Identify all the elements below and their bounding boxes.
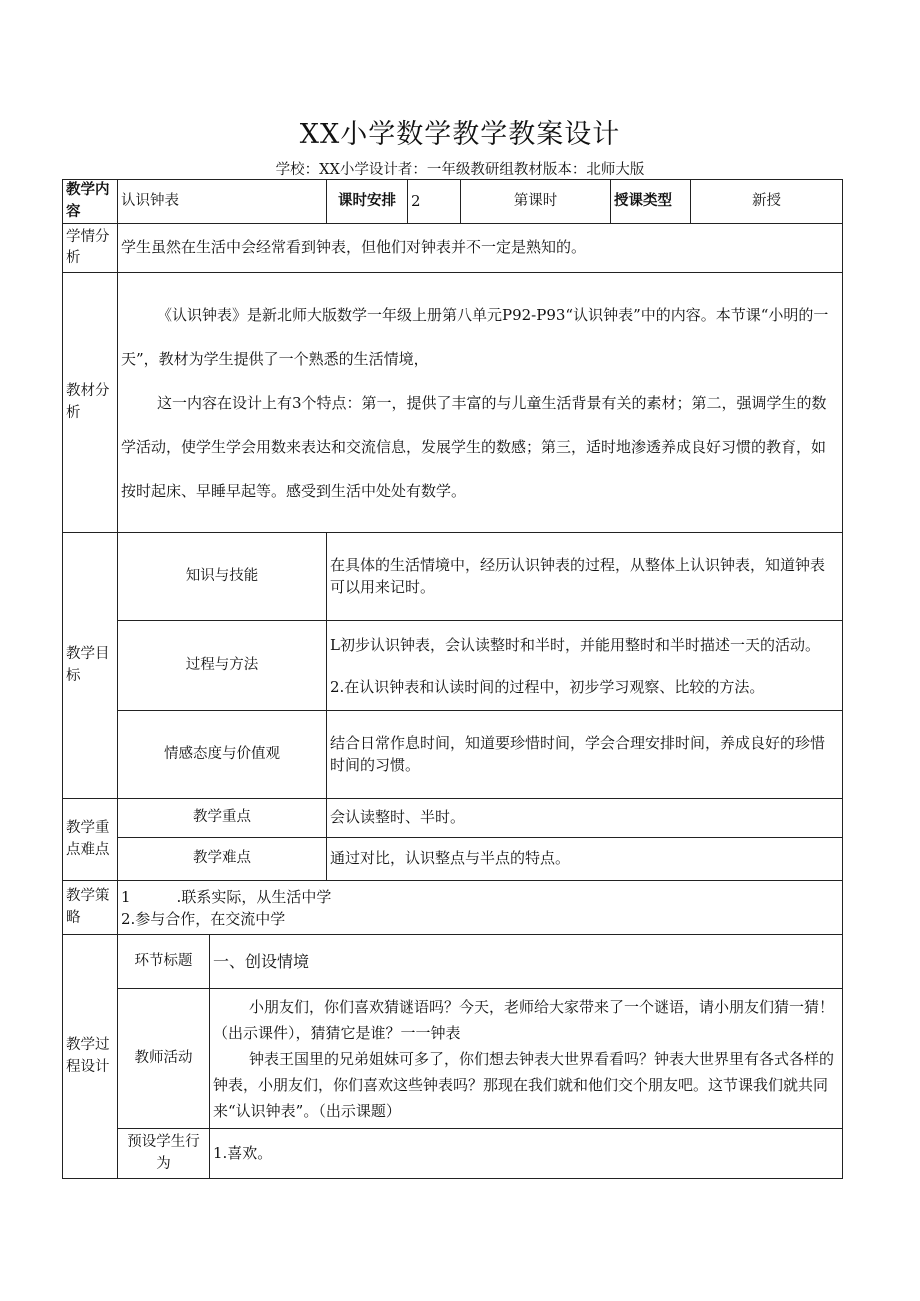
header-row	[63, 180, 843, 224]
goals-label: 教学目标	[63, 533, 118, 799]
learner-analysis-text: 学生虽然在生活中会经常看到钟表，但他们对钟表并不一定是熟知的。	[118, 224, 843, 273]
teacher-activity-para-2: 钟表王国里的兄弟姐妹可多了，你们想去钟表大世界看看吗？钟表大世界里有各式各样的钟表，小朋友们，你们喜欢这些钟表吗？那现在我们就和他们交个朋友吧。这节课我们就共同来“认识钟表”。（出示课题）	[213, 1049, 835, 1120]
lesson-plan-table	[62, 179, 843, 1179]
strategy-label: 教学策略	[63, 881, 118, 935]
emotion-text: 结合日常作息时间，知道要珍惜时间，学会合理安排时间，养成良好的珍惜时间的习惯。	[327, 711, 843, 799]
student-behavior-label: 预设学生行为	[118, 1129, 210, 1179]
strategy-line-2: 2.参与合作，在交流中学	[121, 909, 286, 928]
knowledge-text: 在具体的生活情境中，经历认识钟表的过程，从整体上认识钟表，知道钟表可以用来记时。	[327, 533, 843, 621]
type-label: 授课类型	[611, 180, 691, 224]
process-method-line-1: L初步认识钟表，会认读整时和半时，并能用整时和半时描述一天的活动。	[330, 635, 820, 654]
goal-emotion-row	[63, 711, 843, 799]
teacher-activity-cell	[210, 989, 843, 1129]
schedule-value: 2	[408, 180, 461, 224]
material-analysis-para-2: 这一内容在设计上有3个特点：第一，提供了丰富的与儿童生活背景有关的素材；第二，强调学生的数学活动，使学生学会用数来表达和交流信息，发展学生的数感；第三，适时地渗透养成良好习惯的教育，如按时起床、早睡早起等。感受到生活中处处有数学。	[121, 393, 827, 500]
process-method-label: 过程与方法	[118, 621, 327, 711]
schedule-label: 课时安排	[327, 180, 408, 224]
difficulty-label: 教学难点	[118, 838, 327, 881]
document-subtitle: 学校：XX小学设计者：一年级教研组教材版本：北师大版	[275, 162, 645, 178]
focus-text: 会认读整时、半时。	[327, 799, 843, 838]
focus-label: 教学重点	[118, 799, 327, 838]
learner-analysis-label: 学情分析	[63, 224, 118, 273]
teacher-activity-para-1: 小朋友们，你们喜欢猜谜语吗？今天，老师给大家带来了一个谜语，请小朋友们猜一猜！（出示课件），猜猜它是谁？一一钟表	[213, 997, 835, 1042]
teacher-activity-row	[63, 989, 843, 1129]
focus-row	[63, 799, 843, 838]
section-value: 一、创设情境	[210, 935, 843, 989]
goal-process-row	[63, 621, 843, 711]
material-analysis-label: 教材分析	[63, 273, 118, 533]
strategy-line-1	[121, 886, 839, 908]
period-label: 第课时	[461, 180, 611, 224]
section-label: 环节标题	[118, 935, 210, 989]
strategy-line-1-num: 1	[121, 887, 131, 906]
strategy-line-1-text: .联系实际，从生活中学	[176, 887, 332, 906]
teacher-activity-label: 教师活动	[118, 989, 210, 1129]
student-behavior-row	[63, 1129, 843, 1179]
material-analysis-row	[63, 273, 843, 533]
content-label: 教学内容	[63, 180, 118, 224]
knowledge-label: 知识与技能	[118, 533, 327, 621]
material-analysis-cell	[118, 273, 843, 533]
process-method-cell	[327, 621, 843, 711]
process-method-line-2: 2.在认识钟表和认读时间的过程中，初步学习观察、比较的方法。	[330, 677, 765, 696]
document-title: XX小学数学教学教案设计	[299, 119, 621, 150]
type-value: 新授	[691, 180, 843, 224]
key-points-label: 教学重点难点	[63, 799, 118, 881]
section-row	[63, 935, 843, 989]
difficulty-text: 通过对比，认识整点与半点的特点。	[327, 838, 843, 881]
process-label: 教学过程设计	[63, 935, 118, 1179]
emotion-label: 情感态度与价值观	[118, 711, 327, 799]
learner-analysis-row	[63, 224, 843, 273]
material-analysis-para-1: 《认识钟表》是新北师大版数学一年级上册第八单元P92-P93“认识钟表”中的内容。本节课“小明的一天”，教材为学生提供了一个熟悉的生活情境，	[121, 305, 829, 368]
goal-knowledge-row	[63, 533, 843, 621]
strategy-row	[63, 881, 843, 935]
difficulty-row	[63, 838, 843, 881]
student-behavior-text: 1.喜欢。	[210, 1129, 843, 1179]
strategy-cell	[118, 881, 843, 935]
content-value: 认识钟表	[118, 180, 327, 224]
